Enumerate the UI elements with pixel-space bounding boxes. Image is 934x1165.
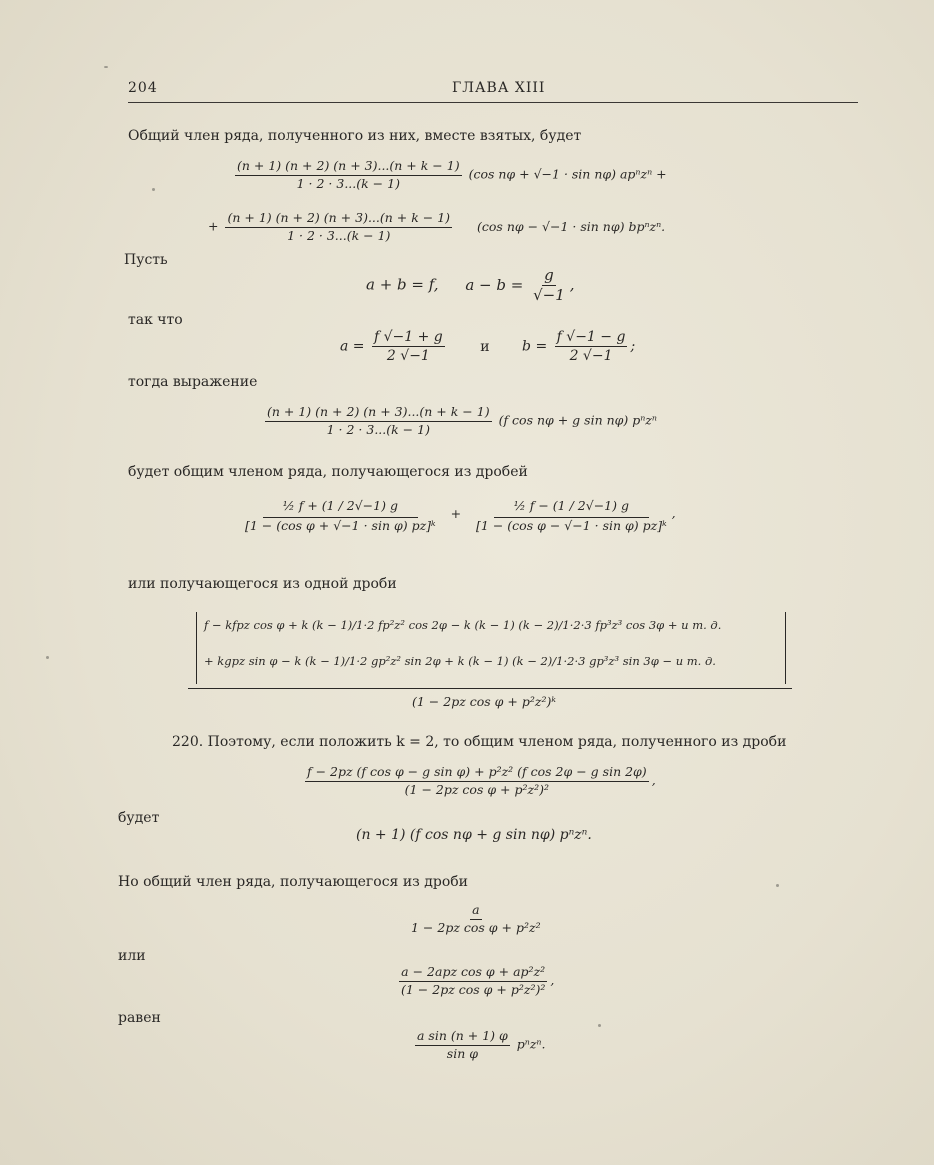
formula-line: $\frac{(n + 1) (n + 2) (n + 3)...(n + k - 1)}{1 \cdot 2 \cdot 3...(k - 1)}$ (cos nφ + √−1 · sin nφ) apⁿzⁿ + — [237, 158, 667, 191]
paragraph-line: Пусть — [124, 252, 168, 268]
formula-line: $\frac{(n + 1) (n + 2) (n + 3)...(n + k - 1)}{1 \cdot 2 \cdot 3...(k - 1)}$ (f cos nφ + g sin nφ) pⁿzⁿ — [267, 404, 657, 437]
formula-line: $\frac{\text{½ f + (1 / 2√−1) g}}{\text{[1 − (cos φ + √−1 · sin φ) pz]ᵏ}}$ + $\frac{\text{½ f − (1 / 2√−1) g}}{\text{[1 − (cos φ − √−1 · sin φ) pz]ᵏ}}$ , — [245, 498, 676, 533]
paragraph-line: будет — [118, 810, 160, 826]
header-rule — [128, 102, 858, 103]
paragraph-line: так что — [128, 312, 183, 328]
paragraph-line: или — [118, 948, 146, 964]
paper-speck — [46, 656, 49, 659]
formula-line: $\frac{a}{\text{1 − 2pz cos φ + p²z²}}$ — [411, 902, 541, 935]
paper-speck — [598, 1024, 601, 1027]
paragraph-line: Общий член ряда, полученного из них, вместе взятых, будет — [128, 128, 582, 144]
formula-line: f − kfpz cos φ + k (k − 1)/1·2 fp²z² cos 2φ − k (k − 1) (k − 2)/1·2·3 fp³z³ cos 3φ + и т. д. — [204, 618, 722, 632]
paragraph-line: равен — [118, 1010, 161, 1026]
page-number: 204 — [128, 80, 158, 96]
formula-line: $\frac{\text{a − 2apz cos φ + ap²z²}}{\text{(1 − 2pz cos φ + p²z²)²}}$ , — [401, 964, 555, 997]
formula-line: (1 − 2pz cos φ + p²z²)ᵏ — [412, 694, 556, 709]
formula-line: $\frac{\text{f − 2pz (f cos φ − g sin φ) + p²z² (f cos 2φ − g sin 2φ)}}{\text{(1 − 2pz cos φ + p²z²)²}}$ , — [307, 764, 656, 797]
formula-line: a + b = f, a − b = $\frac{g}{√-1}$ , — [366, 266, 575, 304]
formula-line: a = $\frac{f √-1 + g}{2 √-1}$ и b = $\frac{f √-1 - g}{2 √-1}$ ; — [340, 329, 636, 364]
formula-line: $\frac{\text{a sin (n + 1) φ}}{\text{sin φ}}$ pⁿzⁿ. — [417, 1028, 546, 1061]
fraction-bar — [188, 688, 792, 689]
formula-line: + $\frac{(n + 1) (n + 2) (n + 3)...(n + k - 1)}{1 \cdot 2 \cdot 3...(k - 1)}$ (cos nφ − √−1 · sin nφ) bpⁿzⁿ. — [208, 210, 666, 243]
paragraph-line: будет общим членом ряда, получающегося из дробей — [128, 464, 528, 480]
paragraph-line: или получающегося из одной дроби — [128, 576, 397, 592]
paragraph-line: тогда выражение — [128, 374, 258, 390]
paper-speck — [104, 66, 108, 68]
formula-line: + kgpz sin φ − k (k − 1)/1·2 gp²z² sin 2φ + k (k − 1) (k − 2)/1·2·3 gp³z³ sin 3φ − и т. д. — [204, 654, 716, 668]
paragraph-line: Но общий член ряда, получающегося из дроби — [118, 874, 469, 890]
formula-line: (n + 1) (f cos nφ + g sin nφ) pⁿzⁿ. — [356, 827, 592, 843]
chapter-heading: ГЛАВА XIII — [452, 80, 546, 96]
paper-speck — [776, 884, 779, 887]
paper-speck — [152, 188, 155, 191]
paragraph-line: 220. Поэтому, если положить k = 2, то общим членом ряда, полученного из дроби — [172, 734, 787, 750]
